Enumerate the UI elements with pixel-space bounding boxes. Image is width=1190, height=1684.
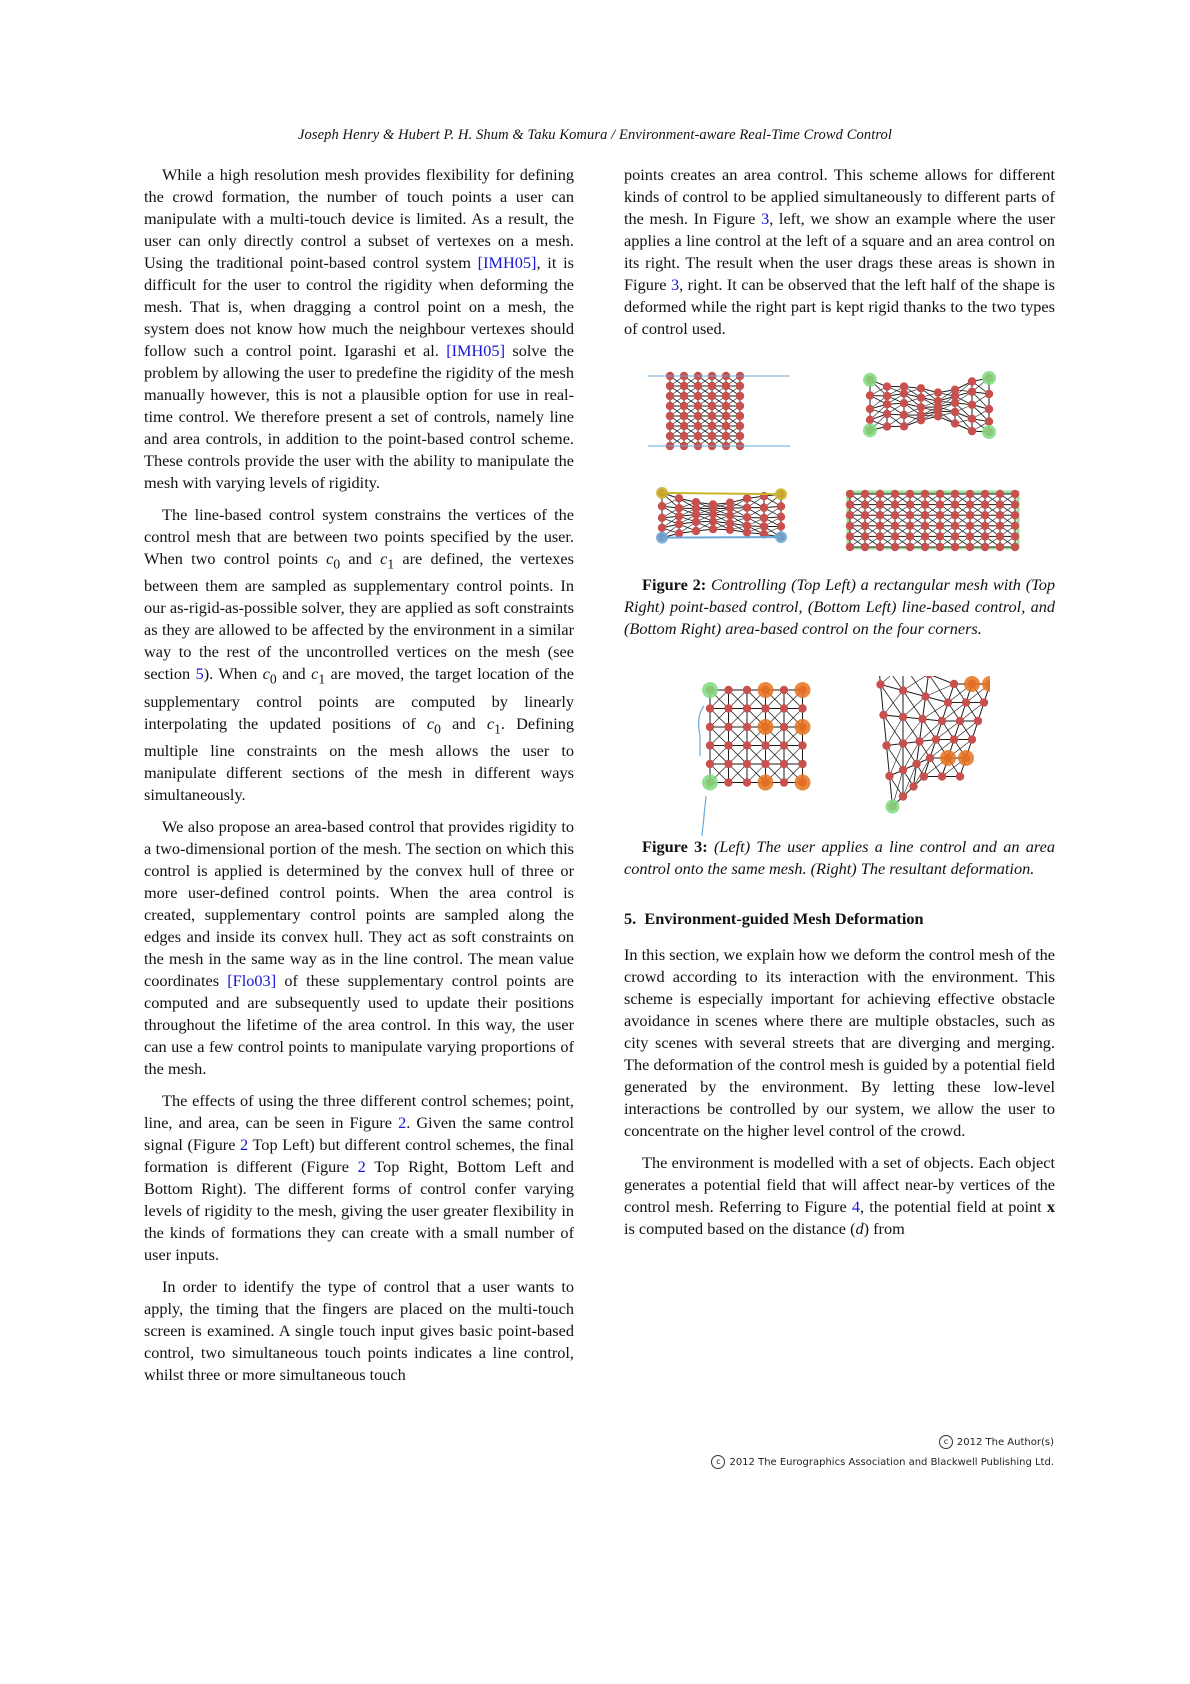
control-point-marker <box>757 775 773 791</box>
mesh-vertex <box>979 698 987 706</box>
mesh-vertex <box>779 741 787 749</box>
mesh-vertex <box>879 711 887 719</box>
mesh-vertex <box>1010 500 1018 508</box>
mesh-vertex <box>905 532 913 540</box>
mesh-vertex <box>865 405 873 413</box>
left-paragraph-3: We also propose an area-based control that provides rigidity to a two-dimensional portion of the mesh. The section on which this control is applied is determined by the convex hull of three or more user-defined control points. When the area control is created, supplementary control points are sampled along the edges and inside its convex hull. They act as soft constraints on the mesh in the same way as in the line control. The mean value coordinates [Flo03] of these supplementary control points are computed and are subsequently used to update their positions throughout the lifetime of the area control. In this way, the user can use a few control points to manipulate varying proportions of the mesh. <box>144 816 574 1078</box>
mesh-vertex <box>865 416 873 424</box>
mesh-vertex <box>735 402 743 410</box>
mesh-vertex <box>905 490 913 498</box>
mesh-vertex <box>995 543 1003 551</box>
control-point-marker <box>863 373 877 387</box>
mesh-edge <box>883 715 886 746</box>
mesh-vertex <box>845 543 853 551</box>
mesh-vertex <box>707 432 715 440</box>
right-paragraph-3: The environment is modelled with a set of objects. Each object generates a potential field that will affect near-by vertices of the control mesh. Referring to Figure 4, the potential field at point x is computed based on the distance (d) from <box>624 1153 1055 1238</box>
left-paragraph-4: The effects of using the three different control schemes; point, line, and area, can be seen in Figure 2. Given the same control signal (Figure 2 Top Left) but different control schemes, the final formation is different (Figure 2 Top Right, Bottom Left and Bottom Right). The different forms of control confer varying levels of rigidity to the mesh, giving the user greater flexibility in the kinds of formations they can create with a small number of user inputs. <box>144 1090 574 1264</box>
mesh-vertex <box>905 522 913 530</box>
mesh-vertex <box>905 500 913 508</box>
mesh-vertex <box>921 692 929 700</box>
control-point-marker <box>982 371 996 385</box>
mesh-vertex <box>875 532 883 540</box>
mesh-edge <box>883 691 903 716</box>
mesh-vertex <box>898 686 906 694</box>
control-point-marker <box>863 423 877 437</box>
mesh-vertex <box>933 412 941 420</box>
mesh-edge <box>886 746 889 777</box>
mesh-vertex <box>725 504 733 512</box>
mesh-vertex <box>721 382 729 390</box>
mesh-vertex <box>742 528 750 536</box>
mesh-vertex <box>967 735 975 743</box>
mesh-vertex <box>725 511 733 519</box>
mesh-vertex <box>761 741 769 749</box>
mesh-vertex <box>950 543 958 551</box>
mesh-vertex <box>724 704 732 712</box>
mesh-vertex <box>779 686 787 694</box>
mesh-vertex <box>961 698 969 706</box>
mesh-vertex <box>875 522 883 530</box>
mesh-vertex <box>916 384 924 392</box>
mesh-vertex <box>875 500 883 508</box>
mesh-vertex <box>967 415 975 423</box>
mesh-vertex <box>965 511 973 519</box>
mesh-vertex <box>899 389 907 397</box>
left-paragraph-1: While a high resolution mesh provides flexibility for defining the crowd formation, the number of touch points a user can manipulate with a multi-touch device is limited. As a result, the user can only directly control a subset of vertexes on a mesh. Using the traditional point-based control system [IMH05], it is difficult for the user to control the rigidity when deforming the mesh. That is, when dragging a control point on a mesh, the system does not know how much the neighbour vertexes should follow such a control point. Igarashi et al. [IMH05] solve the problem by allowing the user to predefine the rigidity of the mesh manually however, this is not a plausible option for use in real-time control. We therefore present a set of controls, namely line and area controls, in addition to the point-based control scheme. These controls provide the user with the ability to manipulate the mesh with varying levels of rigidity. <box>144 165 574 492</box>
mesh-vertex <box>776 502 784 510</box>
mesh-vertex <box>980 532 988 540</box>
right-paragraph-1: points creates an area control. This scheme allows for different kinds of control to be applied simultaneously to different parts of the mesh. In Figure 3, left, we show an example where the user applies a line control at the left of a square and an area control on its right. The result when the user drags these areas is shown in Figure 3, right. It can be observed that the left half of the shape is deformed while the right part is kept rigid thanks to the two types of control used. <box>624 165 1056 338</box>
control-point-marker <box>757 682 773 698</box>
line-control <box>662 493 781 494</box>
mesh-vertex <box>898 766 906 774</box>
mesh-vertex <box>967 388 975 396</box>
mesh-vertex <box>984 405 992 413</box>
mesh-vertex <box>657 524 665 532</box>
mesh-vertex <box>937 717 945 725</box>
figure-link[interactable]: 2 <box>240 1134 249 1154</box>
mesh-vertex <box>1010 490 1018 498</box>
mesh-vertex <box>665 382 673 390</box>
mesh-vertex <box>674 529 682 537</box>
mesh-vertex <box>691 510 699 518</box>
mesh-edge <box>903 676 929 691</box>
mesh-vertex <box>665 392 673 400</box>
mesh-vertex <box>882 741 890 749</box>
mesh-vertex <box>995 511 1003 519</box>
mesh-vertex <box>890 532 898 540</box>
mesh-vertex <box>708 517 716 525</box>
mesh-vertex <box>693 432 701 440</box>
mesh-vertex <box>691 527 699 535</box>
mesh-vertex <box>980 511 988 519</box>
right-paragraph-2: In this section, we explain how we deform the control mesh of the crowd according to its interaction with the environment. This scheme is especially important for achieving effective obstacle avoidance in scenes where there are multiple obstacles, such as city scenes with several streets that are diverging and merging. The deformation of the control mesh is guided by a potential field generated by the environment. By letting these low-level interactions be controlled by our system, we allow the user to concentrate on the higher level control of the crowd. <box>624 945 1055 1140</box>
mesh-vertex <box>950 399 958 407</box>
mesh-vertex <box>950 532 958 540</box>
control-point-marker <box>702 682 718 698</box>
mesh-vertex <box>885 772 893 780</box>
mesh-vertex <box>933 388 941 396</box>
mesh-vertex <box>779 760 787 768</box>
mesh-vertex <box>943 698 951 706</box>
mesh-vertex <box>967 427 975 435</box>
mesh-vertex <box>860 543 868 551</box>
mesh-vertex <box>665 432 673 440</box>
mesh-vertex <box>735 422 743 430</box>
control-point-marker <box>794 719 810 735</box>
mesh-vertex <box>1010 543 1018 551</box>
mesh-vertex <box>742 686 750 694</box>
figure-2-mesh-images <box>640 364 1040 574</box>
mesh-vertex <box>973 717 981 725</box>
mesh-vertex <box>920 543 928 551</box>
mesh-vertex <box>949 735 957 743</box>
mesh-vertex <box>679 412 687 420</box>
control-point-marker <box>794 775 810 791</box>
copyright-icon: c <box>939 1435 953 1449</box>
mesh-vertex <box>1010 522 1018 530</box>
mesh-vertex <box>1010 532 1018 540</box>
mesh-vertex <box>693 412 701 420</box>
mesh-vertex <box>721 412 729 420</box>
mesh-vertex <box>776 522 784 530</box>
mesh-vertex <box>935 543 943 551</box>
mesh-vertex <box>708 510 716 518</box>
mesh-vertex <box>890 511 898 519</box>
mesh-vertex <box>995 490 1003 498</box>
mesh-vertex <box>674 520 682 528</box>
mesh-vertex <box>776 513 784 521</box>
left-paragraph-5: In order to identify the type of control that a user wants to apply, the timing that the fingers are placed on the multi-touch screen is examined. A single touch input gives basic point-based control, two simultaneous touch points indicates a line control, whilst three or more simultaneous touch <box>144 1276 574 1384</box>
mesh-vertex <box>860 522 868 530</box>
mesh-vertex <box>955 772 963 780</box>
figure-link[interactable]: 2 <box>357 1156 366 1176</box>
mesh-vertex <box>899 411 907 419</box>
mesh-vertex <box>882 392 890 400</box>
mesh-vertex <box>890 522 898 530</box>
mesh-vertex <box>721 432 729 440</box>
mesh-vertex <box>798 704 806 712</box>
mesh-vertex <box>724 760 732 768</box>
mesh-vertex <box>920 490 928 498</box>
mesh-vertex <box>967 377 975 385</box>
mesh-vertex <box>935 532 943 540</box>
mesh-vertex <box>798 760 806 768</box>
mesh-vertex <box>899 399 907 407</box>
figure-link[interactable]: 2 <box>398 1112 407 1132</box>
mesh-vertex <box>916 403 924 411</box>
mesh-vertex <box>665 422 673 430</box>
mesh-vertex <box>925 754 933 762</box>
mesh-vertex <box>725 526 733 534</box>
mesh-vertex <box>707 392 715 400</box>
left-paragraph-2: The line-based control system constrains the vertices of the control mesh that are between two points specified by the user. When two control points $c_0$ and $c_1$ are defined, the vertexes between them are sampled as supplementary control points. In our as-rigid-as-possible solver, they are applied as soft constraints as they are allowed to be affected by the environment in a similar way to the rest of the uncontrolled vertices on the mesh (see section 5). When $c_0$ and $c_1$ are moved, the target location of the supplementary control points are computed by linearly interpolating the updated positions of $c_0$ and $c_1$. Defining multiple line constraints on the mesh allows the user to manipulate different sections of the mesh in different ways simultaneously. <box>144 505 575 804</box>
mesh-vertex <box>935 500 943 508</box>
mesh-vertex <box>980 522 988 530</box>
mesh-vertex <box>691 518 699 526</box>
mesh-vertex <box>935 522 943 530</box>
figure-link[interactable]: 3 <box>670 275 680 294</box>
mesh-vertex <box>949 680 957 688</box>
mesh-vertex <box>705 760 713 768</box>
mesh-vertex <box>742 513 750 521</box>
figure-3-caption: Figure 3: (Left) The user applies a line control and an area control onto the same mesh. (Right) The resultant deformation. <box>624 837 1055 878</box>
mesh-vertex <box>735 412 743 420</box>
mesh-vertex <box>742 741 750 749</box>
mesh-vertex <box>920 500 928 508</box>
mesh-vertex <box>931 735 939 743</box>
mesh-vertex <box>950 511 958 519</box>
running-header: Joseph Henry & Hubert P. H. Shum & Taku Komura / Environment-aware Real-Time Crowd Control <box>297 127 893 143</box>
mesh-edge <box>880 685 883 716</box>
mesh-vertex <box>898 739 906 747</box>
copyright-footer <box>711 1433 1054 1473</box>
mesh-vertex <box>980 500 988 508</box>
control-point-marker <box>702 775 718 791</box>
mesh-vertex <box>705 704 713 712</box>
mesh-vertex <box>742 760 750 768</box>
mesh-vertex <box>899 422 907 430</box>
mesh-vertex <box>759 503 767 511</box>
mesh-vertex <box>724 723 732 731</box>
mesh-vertex <box>735 382 743 390</box>
mesh-vertex <box>916 416 924 424</box>
mesh-vertex <box>860 490 868 498</box>
mesh-vertex <box>693 392 701 400</box>
control-point-marker <box>775 531 787 543</box>
mesh-vertex <box>759 514 767 522</box>
mesh-vertex <box>898 713 906 721</box>
mesh-vertex <box>915 737 923 745</box>
mesh-vertex <box>707 382 715 390</box>
control-point-marker <box>982 425 996 439</box>
mesh-vertex <box>724 741 732 749</box>
mesh-vertex <box>882 422 890 430</box>
mesh-vertex <box>674 512 682 520</box>
mesh-vertex <box>882 400 890 408</box>
mesh-vertex <box>937 772 945 780</box>
mesh-vertex <box>707 422 715 430</box>
mesh-vertex <box>779 704 787 712</box>
mesh-edge <box>922 703 948 720</box>
citation-link[interactable]: [Flo03] <box>227 970 277 990</box>
mesh-vertex <box>984 417 992 425</box>
mesh-vertex <box>1010 511 1018 519</box>
mesh-vertex <box>950 408 958 416</box>
mesh-vertex <box>674 504 682 512</box>
section-link[interactable]: 5 <box>195 664 204 684</box>
mesh-vertex <box>657 514 665 522</box>
mesh-vertex <box>935 490 943 498</box>
footer-line-1: c 2012 The Author(s) <box>711 1433 1054 1453</box>
control-point-marker <box>885 800 899 814</box>
mesh-vertex <box>779 723 787 731</box>
mesh-vertex <box>693 422 701 430</box>
drag-stroke <box>702 796 706 836</box>
mesh-vertex <box>724 686 732 694</box>
control-point-marker <box>757 719 773 735</box>
mesh-vertex <box>890 500 898 508</box>
mesh-vertex <box>759 522 767 530</box>
mesh-vertex <box>965 500 973 508</box>
mesh-vertex <box>967 401 975 409</box>
mesh-vertex <box>882 382 890 390</box>
copyright-icon: c <box>711 1455 725 1469</box>
mesh-vertex <box>898 792 906 800</box>
mesh-vertex <box>950 500 958 508</box>
mesh-vertex <box>950 522 958 530</box>
mesh-vertex <box>707 412 715 420</box>
mesh-edge <box>903 697 926 718</box>
mesh-vertex <box>965 490 973 498</box>
mesh-vertex <box>679 402 687 410</box>
citation-link[interactable]: [IMH05] <box>477 253 537 272</box>
mesh-vertex <box>845 500 853 508</box>
mesh-vertex <box>995 500 1003 508</box>
mesh-vertex <box>724 778 732 786</box>
mesh-vertex <box>920 511 928 519</box>
mesh-vertex <box>876 680 884 688</box>
mesh-vertex <box>875 543 883 551</box>
mesh-vertex <box>995 532 1003 540</box>
mesh-vertex <box>950 490 958 498</box>
mesh-edge <box>925 684 954 697</box>
control-point-marker <box>794 682 810 698</box>
mesh-vertex <box>860 511 868 519</box>
mesh-vertex <box>905 511 913 519</box>
citation-link[interactable]: [IMH05] <box>446 341 505 360</box>
mesh-vertex <box>721 422 729 430</box>
left-column <box>144 164 574 1396</box>
mesh-vertex <box>984 390 992 398</box>
mesh-vertex <box>890 490 898 498</box>
mesh-vertex <box>912 760 920 768</box>
mesh-vertex <box>674 494 682 502</box>
mesh-vertex <box>905 543 913 551</box>
mesh-vertex <box>693 402 701 410</box>
control-point-marker <box>940 750 956 766</box>
mesh-vertex <box>845 511 853 519</box>
mesh-vertex <box>721 402 729 410</box>
mesh-vertex <box>742 503 750 511</box>
mesh-vertex <box>679 432 687 440</box>
mesh-vertex <box>693 382 701 390</box>
control-point-marker <box>656 532 668 544</box>
mesh-vertex <box>761 704 769 712</box>
mesh-vertex <box>980 490 988 498</box>
control-point-marker <box>958 750 974 766</box>
mesh-vertex <box>919 772 927 780</box>
figure-link[interactable]: 3 <box>761 209 770 228</box>
mesh-vertex <box>965 522 973 530</box>
mesh-vertex <box>779 778 787 786</box>
mesh-vertex <box>798 741 806 749</box>
mesh-vertex <box>916 393 924 401</box>
control-point-marker <box>964 676 980 692</box>
mesh-vertex <box>721 392 729 400</box>
mesh-vertex <box>665 402 673 410</box>
mesh-vertex <box>875 490 883 498</box>
mesh-vertex <box>705 741 713 749</box>
control-point-marker <box>656 487 668 499</box>
control-point-marker <box>775 488 787 500</box>
mesh-vertex <box>742 778 750 786</box>
mesh-vertex <box>860 500 868 508</box>
mesh-vertex <box>845 522 853 530</box>
mesh-vertex <box>657 502 665 510</box>
mesh-vertex <box>875 511 883 519</box>
mesh-vertex <box>665 412 673 420</box>
mesh-vertex <box>742 704 750 712</box>
mesh-vertex <box>707 402 715 410</box>
figure-3-mesh-images <box>690 676 990 836</box>
mesh-vertex <box>865 391 873 399</box>
mesh-vertex <box>735 432 743 440</box>
drag-stroke <box>698 706 703 756</box>
mesh-vertex <box>882 410 890 418</box>
mesh-vertex <box>742 723 750 731</box>
mesh-vertex <box>950 419 958 427</box>
mesh-vertex <box>965 543 973 551</box>
mesh-vertex <box>918 715 926 723</box>
mesh-vertex <box>742 494 750 502</box>
mesh-vertex <box>845 490 853 498</box>
mesh-vertex <box>935 511 943 519</box>
mesh-vertex <box>955 717 963 725</box>
mesh-vertex <box>761 760 769 768</box>
mesh-vertex <box>679 422 687 430</box>
mesh-edge <box>903 717 920 742</box>
mesh-vertex <box>909 782 917 790</box>
mesh-vertex <box>679 392 687 400</box>
mesh-vertex <box>890 543 898 551</box>
mesh-vertex <box>735 392 743 400</box>
mesh-vertex <box>920 532 928 540</box>
mesh-vertex <box>708 525 716 533</box>
mesh-vertex <box>860 532 868 540</box>
mesh-vertex <box>920 522 928 530</box>
mesh-vertex <box>845 532 853 540</box>
right-column <box>624 164 1055 1250</box>
figure-link[interactable]: 4 <box>851 1197 860 1216</box>
figure-2-caption: Figure 2: Controlling (Top Left) a rectangular mesh with (Top Right) point-based control, (Bottom Left) line-based control, and (Bottom Right) area-based control on the four corners. <box>624 575 1055 638</box>
mesh-vertex <box>705 723 713 731</box>
section-heading: 5. Environment-guided Mesh Deformation <box>624 909 924 928</box>
mesh-vertex <box>679 382 687 390</box>
mesh-vertex <box>995 522 1003 530</box>
mesh-vertex <box>965 532 973 540</box>
footer-line-2: c 2012 The Eurographics Association and Blackwell Publishing Ltd. <box>711 1453 1054 1473</box>
mesh-vertex <box>980 543 988 551</box>
